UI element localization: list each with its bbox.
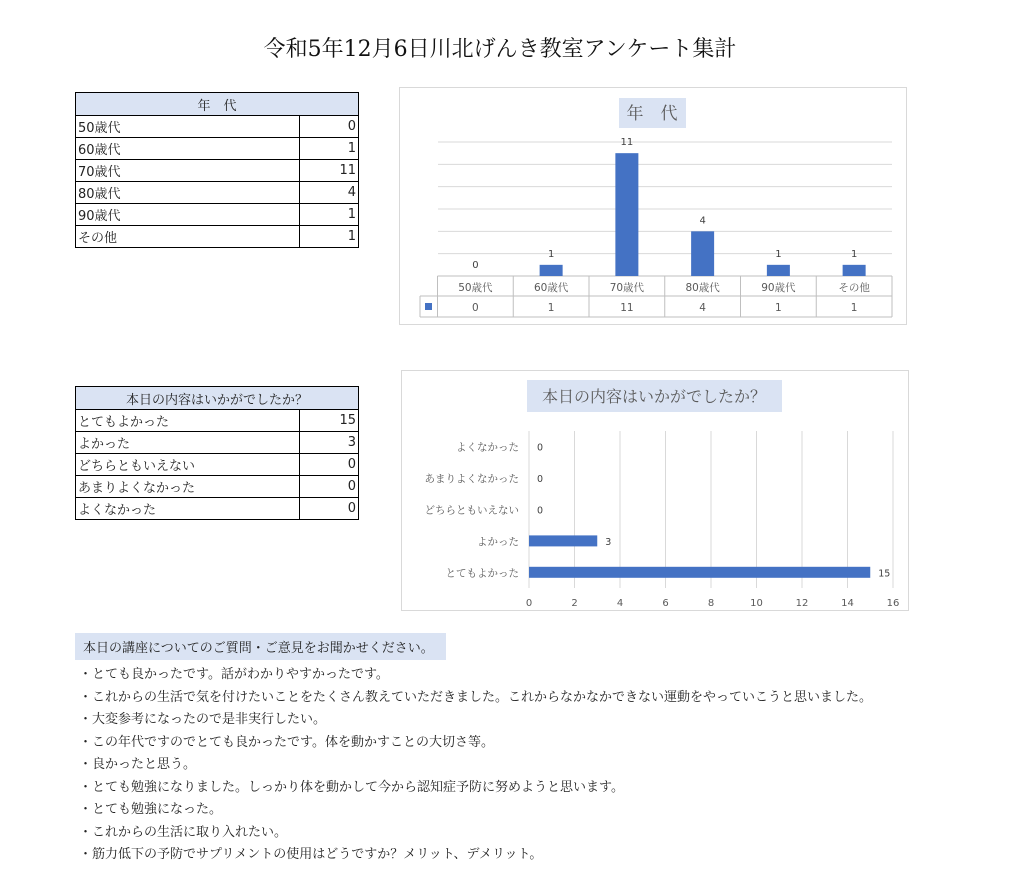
- age-table-row: [76, 204, 359, 226]
- satisfaction-table-row: [76, 476, 359, 498]
- data-label: 11: [620, 137, 634, 149]
- data-label: 0: [537, 474, 544, 486]
- age-table-row-label: 50歳代: [76, 116, 300, 138]
- bar: [843, 265, 866, 276]
- age-table-row: [76, 182, 359, 204]
- comment-item: ・とても良かったです。話がわかりやすかったです。: [79, 667, 389, 682]
- satisfaction-table-row: [76, 432, 359, 454]
- table-value: 1: [850, 302, 858, 314]
- category-label: あまりよくなかった: [424, 473, 519, 486]
- comment-item: ・これからの生活に取り入れたい。: [79, 824, 288, 840]
- satisfaction-table-row: [76, 498, 359, 520]
- age-table-row-label: その他: [76, 226, 300, 248]
- legend-key: [425, 303, 432, 310]
- satisfaction-table-row: [76, 410, 359, 432]
- satisfaction-table-header: 本日の内容はいかがでしたか？: [76, 387, 359, 410]
- table-value: 4: [699, 302, 706, 314]
- chart-title: 年 代: [626, 104, 678, 124]
- age-table-row-value: 4: [300, 182, 359, 204]
- table-value: 0: [472, 302, 479, 314]
- page-title: 令和5年12月6日川北げんき教室アンケート集計: [263, 37, 737, 62]
- satisfaction-table-row-value: 0: [300, 476, 359, 498]
- age-table-row-value: 1: [300, 226, 359, 248]
- satisfaction-table-row-label: よくなかった: [76, 498, 300, 520]
- bar: [529, 567, 870, 578]
- tick-label: 8: [707, 598, 715, 609]
- age-table-row: [76, 160, 359, 182]
- comment-item: ・良かったと思う。: [79, 757, 197, 772]
- tick-label: 12: [795, 598, 809, 609]
- category-label: とてもよかった: [445, 567, 519, 580]
- satisfaction-table-row-value: 0: [300, 498, 359, 520]
- comment-item: ・とても勉強になった。: [79, 802, 223, 817]
- tick-label: 14: [841, 598, 854, 609]
- age-table-row-value: 1: [300, 138, 359, 160]
- satisfaction-table-row-value: 15: [300, 410, 359, 432]
- age-table: [75, 92, 359, 248]
- comment-item: ・筋力低下の予防でサプリメントの使用はどうですか？メリット、デメリット。: [79, 847, 543, 862]
- satisfaction-table-row-label: よかった: [76, 432, 300, 454]
- category-label: 50歳代: [458, 282, 493, 294]
- category-label: どちらともいえない: [424, 504, 519, 517]
- category-label: 60歳代: [533, 282, 569, 294]
- comment-item: ・とても勉強になりました。しっかり体を動かして今から認知症予防に努めようと思います。: [79, 779, 624, 795]
- satisfaction-table: [75, 386, 359, 520]
- data-label: 1: [547, 248, 555, 260]
- age-table-row-label: 70歳代: [76, 160, 300, 182]
- age-chart: [399, 87, 907, 325]
- category-label: 90歳代: [761, 282, 796, 294]
- satisfaction-table-row-label: あまりよくなかった: [76, 476, 300, 498]
- tick-label: 4: [616, 598, 624, 609]
- tick-label: 6: [662, 598, 669, 609]
- age-table-row: [76, 116, 359, 138]
- data-label: 4: [699, 215, 706, 227]
- category-label: その他: [838, 282, 870, 294]
- satisfaction-table-row-value: 0: [300, 454, 359, 476]
- bar: [615, 153, 638, 276]
- age-table-row-value: 0: [300, 116, 359, 138]
- data-label: 15: [878, 568, 891, 580]
- bar: [691, 231, 714, 276]
- age-chart-svg: [400, 88, 906, 324]
- table-value: 1: [547, 302, 555, 314]
- category-label: 70歳代: [609, 282, 645, 294]
- category-label: よかった: [477, 535, 519, 548]
- comment-item: ・これからの生活で気を付けたいことをたくさん教えていただきました。これからなかなかできない運動をやっていこうと思いました。: [79, 689, 873, 705]
- tick-label: 16: [886, 598, 900, 609]
- satisfaction-chart-svg: [402, 371, 908, 610]
- bar: [540, 265, 563, 276]
- age-table-row: [76, 138, 359, 160]
- table-value: 11: [620, 302, 634, 314]
- satisfaction-chart: [401, 370, 909, 611]
- satisfaction-table-row-label: とてもよかった: [76, 410, 300, 432]
- age-table-row-value: 1: [300, 204, 359, 226]
- chart-title: 本日の内容はいかがでしたか？: [541, 387, 767, 406]
- tick-label: 10: [750, 598, 763, 609]
- satisfaction-table-row: [76, 454, 359, 476]
- comment-item: ・この年代ですのでとても良かったです。体を動かすことの大切さ等。: [79, 734, 494, 750]
- data-label: 0: [537, 505, 544, 517]
- bar: [529, 535, 597, 546]
- age-table-row: [76, 226, 359, 248]
- age-table-row-label: 80歳代: [76, 182, 300, 204]
- data-label: 0: [537, 442, 544, 454]
- satisfaction-table-row-label: どちらともいえない: [76, 454, 300, 476]
- tick-label: 0: [525, 598, 533, 609]
- category-label: 80歳代: [685, 282, 720, 294]
- data-label: 0: [472, 260, 479, 271]
- age-table-row-label: 90歳代: [76, 204, 300, 226]
- data-label: 3: [605, 536, 612, 548]
- comment-item: ・大変参考になったので是非実行したい。: [79, 712, 327, 727]
- age-table-row-value: 11: [300, 160, 359, 182]
- table-value: 1: [775, 302, 782, 314]
- tick-label: 2: [571, 598, 578, 609]
- data-label: 1: [775, 248, 782, 260]
- comments-heading: 本日の講座についてのご質問・ご意見をお聞かせください。: [75, 633, 446, 660]
- satisfaction-table-row-value: 3: [300, 432, 359, 454]
- category-label: よくなかった: [456, 441, 519, 454]
- comments-section: [75, 633, 975, 867]
- age-table-header: 年 代: [76, 93, 359, 116]
- age-table-row-label: 60歳代: [76, 138, 300, 160]
- data-label: 1: [850, 248, 858, 260]
- bar: [767, 265, 790, 276]
